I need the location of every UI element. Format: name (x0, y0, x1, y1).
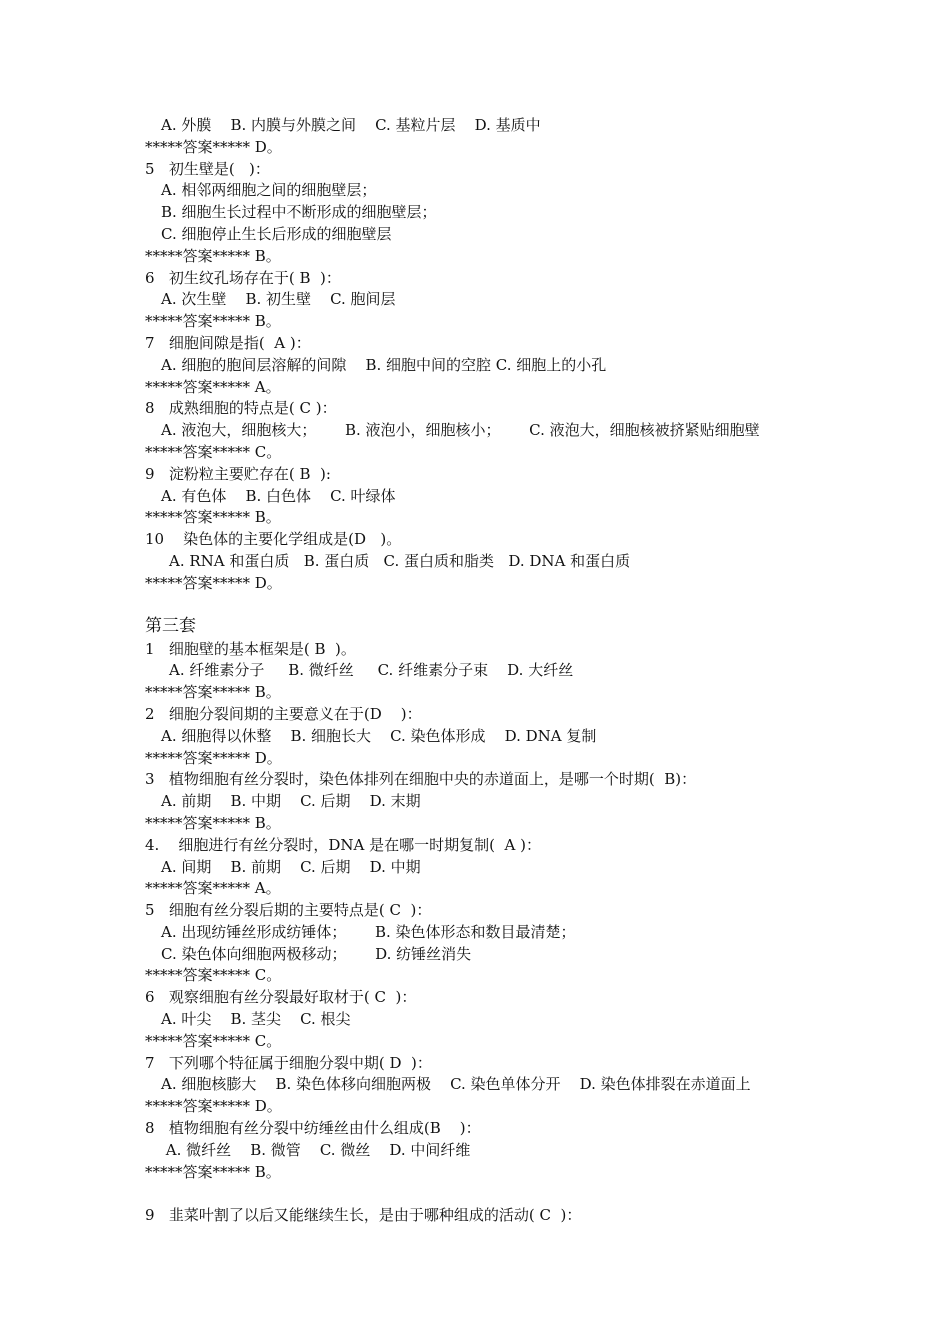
answer-key: *****答案***** D。 (145, 137, 282, 156)
answer-options: A. 相邻两细胞之间的细胞壁层； (161, 181, 377, 200)
answer-options: A. 前期 B. 中期 C. 后期 D. 末期 (161, 792, 421, 811)
question-text: 9 韭菜叶割了以后又能继续生长，是由于哪种组成的活动( C )： (145, 1206, 582, 1225)
answer-options: C. 细胞停止生长后形成的细胞壁层 (161, 224, 392, 243)
question-text: 8 植物细胞有丝分裂中纺缍丝由什么组成(B )： (145, 1119, 481, 1138)
answer-key: *****答案***** A。 (145, 377, 281, 396)
question-text: 9 淀粉粒主要贮存在( B ): (145, 464, 331, 483)
answer-options: A. 出现纺锤丝形成纺锤体； B. 染色体形态和数目最清楚； (161, 922, 576, 941)
answer-options: A. 液泡大，细胞核大； B. 液泡小，细胞核小； C. 液泡大，细胞核被挤紧贴细胞壁 (161, 421, 760, 440)
answer-options: A. 叶尖 B. 茎尖 C. 根尖 (161, 1010, 351, 1029)
answer-options: A. 细胞核膨大 B. 染色体移向细胞两极 C. 染色单体分开 D. 染色体排裂在赤道面上 (161, 1075, 751, 1094)
answer-key: *****答案***** B。 (145, 508, 281, 527)
answer-options: A. RNA 和蛋白质 B. 蛋白质 C. 蛋白质和脂类 D. DNA 和蛋白质 (169, 551, 631, 570)
answer-options: A. 次生壁 B. 初生壁 C. 胞间层 (161, 290, 396, 309)
answer-options: C. 染色体向细胞两极移动； D. 纺锤丝消失 (161, 944, 472, 963)
answer-key: *****答案***** B。 (145, 1162, 281, 1181)
answer-options: A. 细胞得以休整 B. 细胞长大 C. 染色体形成 D. DNA 复制 (161, 726, 597, 745)
answer-key: *****答案***** C。 (145, 1031, 282, 1050)
question-text: 7 细胞间隙是指( A )： (145, 333, 311, 352)
question-text: 6 观察细胞有丝分裂最好取材于( C )： (145, 988, 417, 1007)
answer-key: *****答案***** C。 (145, 442, 282, 461)
section-heading: 第三套 (145, 615, 196, 636)
answer-key: *****答案***** B。 (145, 246, 281, 265)
question-text: 3 植物细胞有丝分裂时，染色体排列在细胞中央的赤道面上，是哪一个时期( B)： (145, 770, 697, 789)
answer-options: A. 外膜 B. 内膜与外膜之间 C. 基粒片层 D. 基质中 (161, 116, 541, 134)
question-text: 2 细胞分裂间期的主要意义在于(D )： (145, 704, 422, 723)
answer-key: *****答案***** C。 (145, 966, 282, 985)
answer-key: *****答案***** B。 (145, 312, 281, 331)
question-text: 7 下列哪个特征属于细胞分裂中期( D )： (145, 1053, 432, 1072)
answer-key: *****答案***** D。 (145, 1097, 282, 1116)
question-text: 5 细胞有丝分裂后期的主要特点是( C )： (145, 901, 432, 920)
answer-options: A. 细胞的胞间层溶解的间隙 B. 细胞中间的空腔 C. 细胞上的小孔 (161, 355, 607, 374)
question-text: 4. 细胞进行有丝分裂时，DNA 是在哪一时期复制( A )： (145, 835, 541, 854)
question-text: 8 成熟细胞的特点是( C )： (145, 399, 337, 418)
question-text: 5 初生壁是( )： (145, 159, 270, 178)
question-text: 6 初生纹孔场存在于( B )： (145, 268, 341, 287)
question-text: 1 细胞壁的基本框架是( B )。 (145, 639, 356, 658)
answer-key: *****答案***** B。 (145, 683, 281, 702)
answer-key: *****答案***** D。 (145, 573, 282, 592)
answer-options: A. 间期 B. 前期 C. 后期 D. 中期 (161, 857, 421, 876)
document-page (145, 115, 845, 1227)
answer-options: A. 纤维素分子 B. 微纤丝 C. 纤维素分子束 D. 大纤丝 (169, 661, 574, 680)
answer-key: *****答案***** B。 (145, 813, 281, 832)
spacer (145, 1183, 845, 1205)
answer-options: B. 细胞生长过程中不断形成的细胞壁层； (161, 203, 437, 222)
answer-key: *****答案***** D。 (145, 748, 282, 767)
question-text: 10 染色体的主要化学组成是(D )。 (145, 530, 402, 549)
answer-options: A. 微纤丝 B. 微管 C. 微丝 D. 中间纤维 (161, 1140, 471, 1159)
answer-key: *****答案***** A。 (145, 879, 281, 898)
answer-options: A. 有色体 B. 白色体 C. 叶绿体 (161, 486, 396, 505)
